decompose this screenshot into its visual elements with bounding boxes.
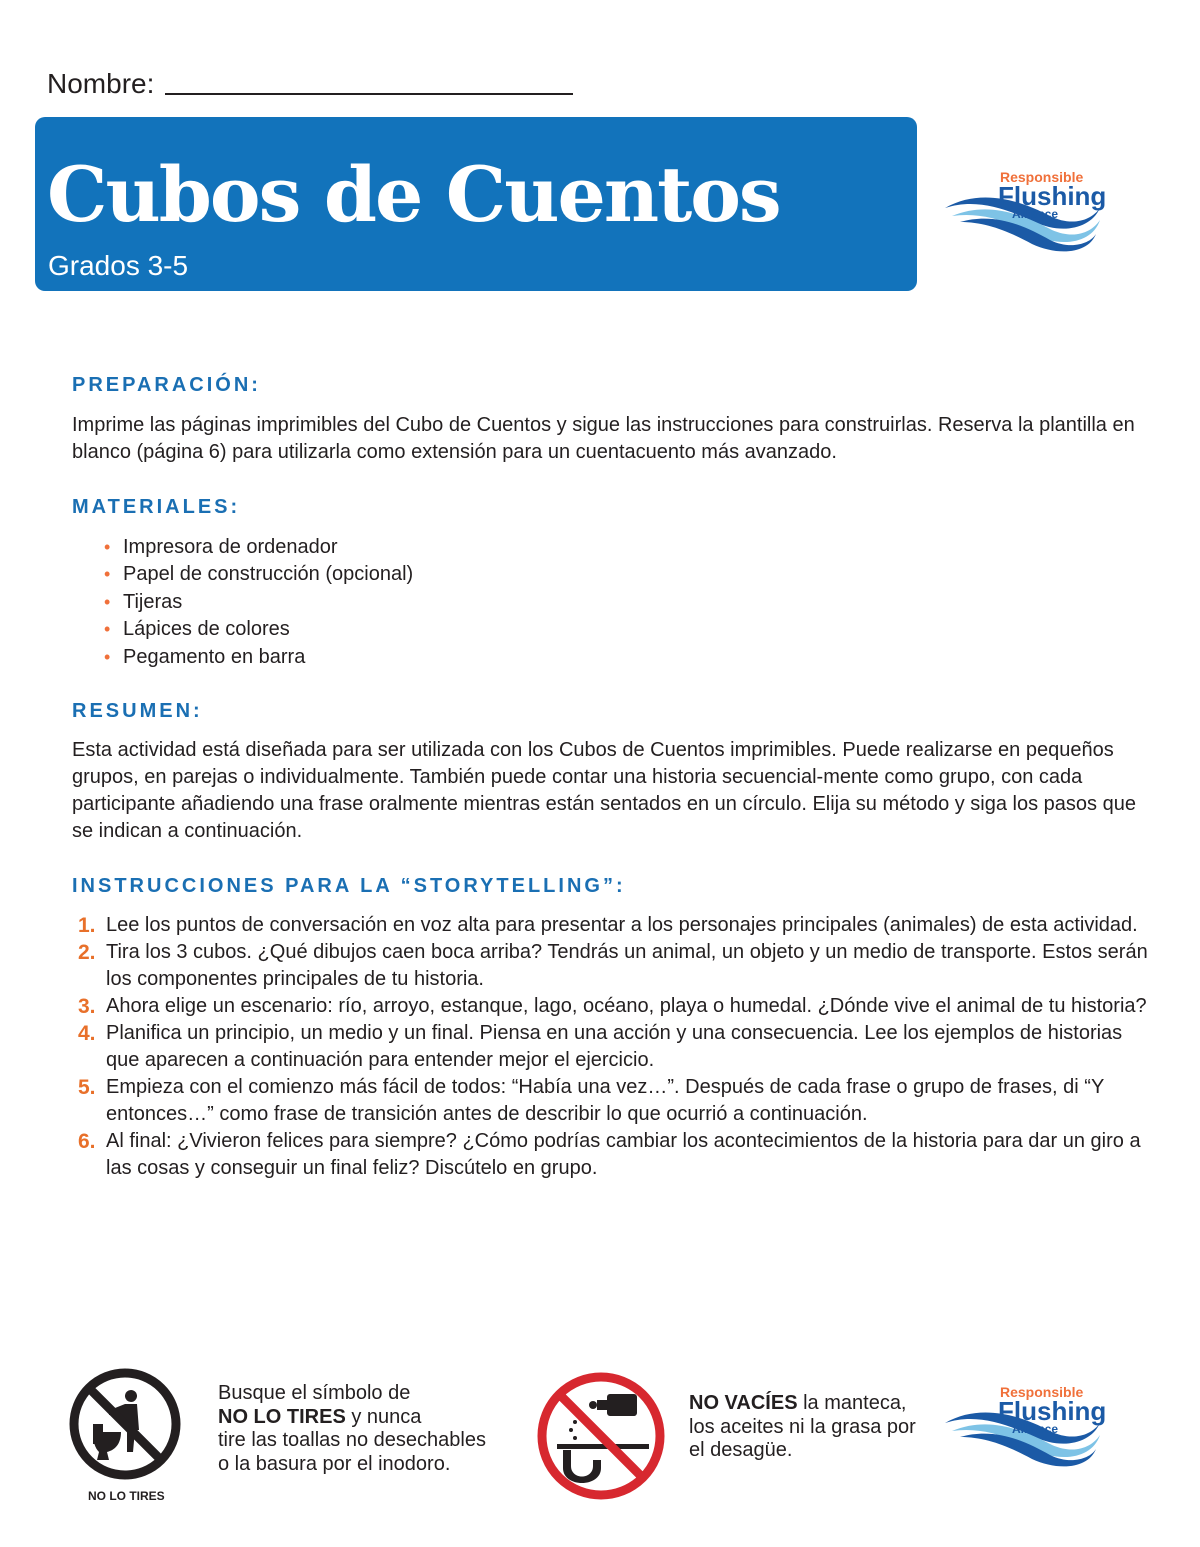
step-number: 4. [78,1022,96,1045]
no-flush-line2: y nunca [345,1405,422,1428]
material-text: Impresora de ordenador [123,536,338,558]
logo-line3: Alliance [1012,1422,1059,1436]
no-flush-icon [69,1368,181,1480]
list-item [72,1128,1152,1182]
no-flush-bold: NO LO TIRES [218,1405,346,1428]
logo-line1: Responsible [1000,169,1084,185]
instrucciones-heading: INSTRUCCIONES PARA LA “STORYTELLING”: [72,875,626,897]
list-item: • Impresora de ordenador [104,536,338,558]
materiales-heading: MATERIALES: [72,496,241,518]
preparacion-heading: PREPARACIÓN: [72,374,261,396]
step-number: 5. [78,1076,96,1099]
no-flush-message [218,1382,486,1476]
list-item [72,912,1152,939]
preparacion-text: Imprime las páginas imprimibles del Cubo de Cuentos y sigue las instrucciones para construirlas. Reserva la plantilla en blanco (página 6) para utilizarla como extensión para un cuentacuento más avanzado. [72,414,1135,463]
grade-label: Grados 3-5 [48,250,189,281]
step-number: 6. [78,1130,96,1153]
no-grease-drain-icon [535,1370,667,1502]
list-item [72,1074,1152,1128]
step-number: 1. [78,914,96,937]
steps-list [72,912,1152,1182]
step-text: Tira los 3 cubos. ¿Qué dibujos caen boca arriba? Tendrás un animal, un objeto y un medio de transporte. Estos serán los componentes principales de tu historia. [106,941,1148,990]
step-text: Empieza con el comienzo más fácil de todos: “Había una vez…”. Después de cada frase o grupo de frases, di “Y entonces…” como frase de transición antes de describir lo que ocurrió a continuación. [106,1076,1104,1125]
list-item: • Lápices de colores [104,618,290,641]
responsible-flushing-logo-footer [940,1375,1130,1475]
logo-line2: Flushing [998,1396,1107,1426]
no-grease-bold: NO VACÍES [689,1392,798,1414]
no-flush-caption: NO LO TIRES [88,1489,165,1503]
title-banner [35,117,917,291]
step-text: Ahora elige un escenario: río, arroyo, estanque, lago, océano, playa o humedal. ¿Dónde vive el animal de tu historia? [106,995,1147,1017]
no-flush-line3: tire las toallas no desechables [218,1429,486,1451]
no-flush-line4: o la basura por el inodoro. [218,1452,451,1475]
no-flush-line1: Busque el símbolo de [218,1382,411,1404]
page-title: Cubos de Cuentos [47,150,780,239]
name-input-line[interactable] [165,93,573,95]
material-text: Pegamento en barra [123,645,306,668]
list-item [72,939,1152,993]
resumen-heading: RESUMEN: [72,700,203,722]
name-label: Nombre: [47,68,155,99]
material-text: Lápices de colores [123,618,290,641]
logo-line2: Flushing [998,181,1107,211]
no-grease-line3: el desagüe. [689,1439,793,1461]
no-grease-message [689,1392,916,1463]
list-item: • Pegamento en barra [104,645,306,668]
step-text: Planifica un principio, un medio y un final. Piensa en una acción y una consecuencia. Lee los ejemplos de historias que aparecen a continuación para entender mejor el ejercicio. [106,1022,1123,1071]
step-number: 3. [78,995,96,1018]
no-grease-line2: los aceites ni la grasa por [689,1415,916,1438]
list-item: • Tijeras [104,590,183,613]
responsible-flushing-logo [940,160,1130,260]
materials-list [104,534,413,671]
logo-line3: Alliance [1012,207,1059,221]
list-item [72,993,1152,1020]
material-text: Papel de construcción (opcional) [123,563,414,586]
list-item [72,1020,1152,1074]
no-grease-line1: la manteca, [797,1392,907,1414]
resumen-text: Esta actividad está diseñada para ser utilizada con los Cubos de Cuentos imprimibles. Puede realizarse en pequeños grupos, en parejas o individualmente. También puede contar una historia secuencial-mente como grupo, con cada participante añadiendo una frase oralmente mientras están sentados en un círculo. Elija su método y siga los pasos que se indican a continuación. [72,739,1136,842]
material-text: Tijeras [123,590,183,613]
logo-line1: Responsible [1000,1384,1084,1400]
list-item: • Papel de construcción (opcional) [104,563,414,586]
step-text: Lee los puntos de conversación en voz alta para presentar a los personajes principales (animales) de esta actividad. [106,914,1138,936]
step-number: 2. [78,941,96,964]
step-text: Al final: ¿Vivieron felices para siempre? ¿Cómo podrías cambiar los acontecimientos de la historia para dar un giro a las cosas y conseguir un final feliz? Discútelo en grupo. [106,1130,1141,1179]
